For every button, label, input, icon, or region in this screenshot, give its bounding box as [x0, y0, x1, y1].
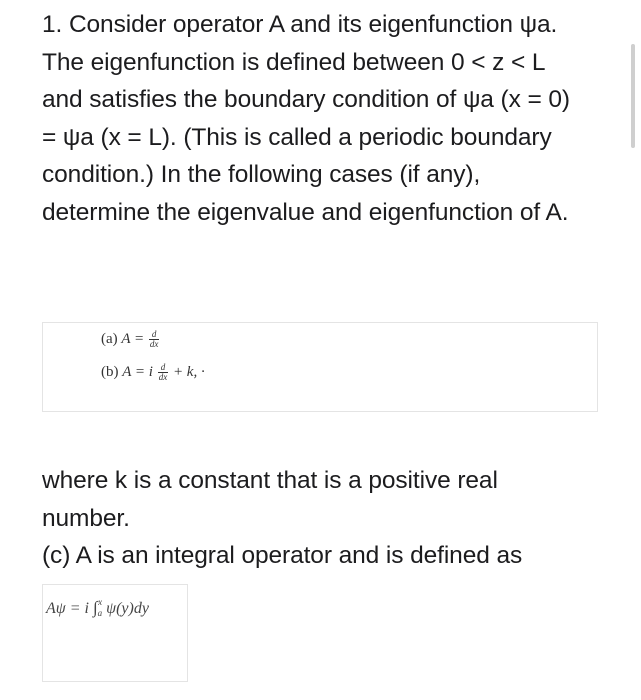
case-b-label: (b)	[101, 363, 119, 380]
integral-lhs: Aψ = i	[46, 600, 89, 617]
scrollbar[interactable]	[631, 44, 635, 148]
case-b-frac-num: d	[158, 363, 169, 373]
integral-upper-limit: x	[98, 597, 103, 607]
case-a-frac-den: dx	[149, 339, 159, 349]
integral-lower-limit: a	[97, 608, 103, 618]
case-a-fraction	[149, 330, 160, 349]
case-b-lhs: A = i	[122, 363, 153, 380]
case-a-lhs: A =	[121, 330, 145, 347]
equation-image-integral	[42, 584, 188, 682]
equation-case-b	[101, 363, 205, 382]
case-b-frac-den: dx	[158, 372, 168, 382]
case-b-fraction	[158, 363, 169, 382]
case-a-label: (a)	[101, 330, 118, 347]
integral-integrand: ψ(y)dy	[106, 600, 149, 617]
problem-intro: 1. Consider operator A and its eigenfunction ψa. The eigenfunction is defined between 0 < z < L and satisfies the boundary condition of ψa (x = 0) = ψa (x = L). (This is called a periodic boundary condition.) In the following cases (if any), determine the eigenvalue and eigenfunction of A.	[42, 11, 570, 226]
case-c-text: (c) A is an integral operator and is defined as	[42, 542, 523, 569]
constant-note: where k is a constant that is a positive real number.	[42, 467, 498, 532]
equation-integral	[46, 597, 149, 618]
equation-case-a	[101, 330, 160, 349]
case-b-rest: + k, ·	[172, 363, 205, 380]
equation-image-cases-ab	[42, 322, 598, 412]
case-a-frac-num: d	[149, 330, 160, 340]
integral-sign: ∫	[92, 598, 98, 617]
